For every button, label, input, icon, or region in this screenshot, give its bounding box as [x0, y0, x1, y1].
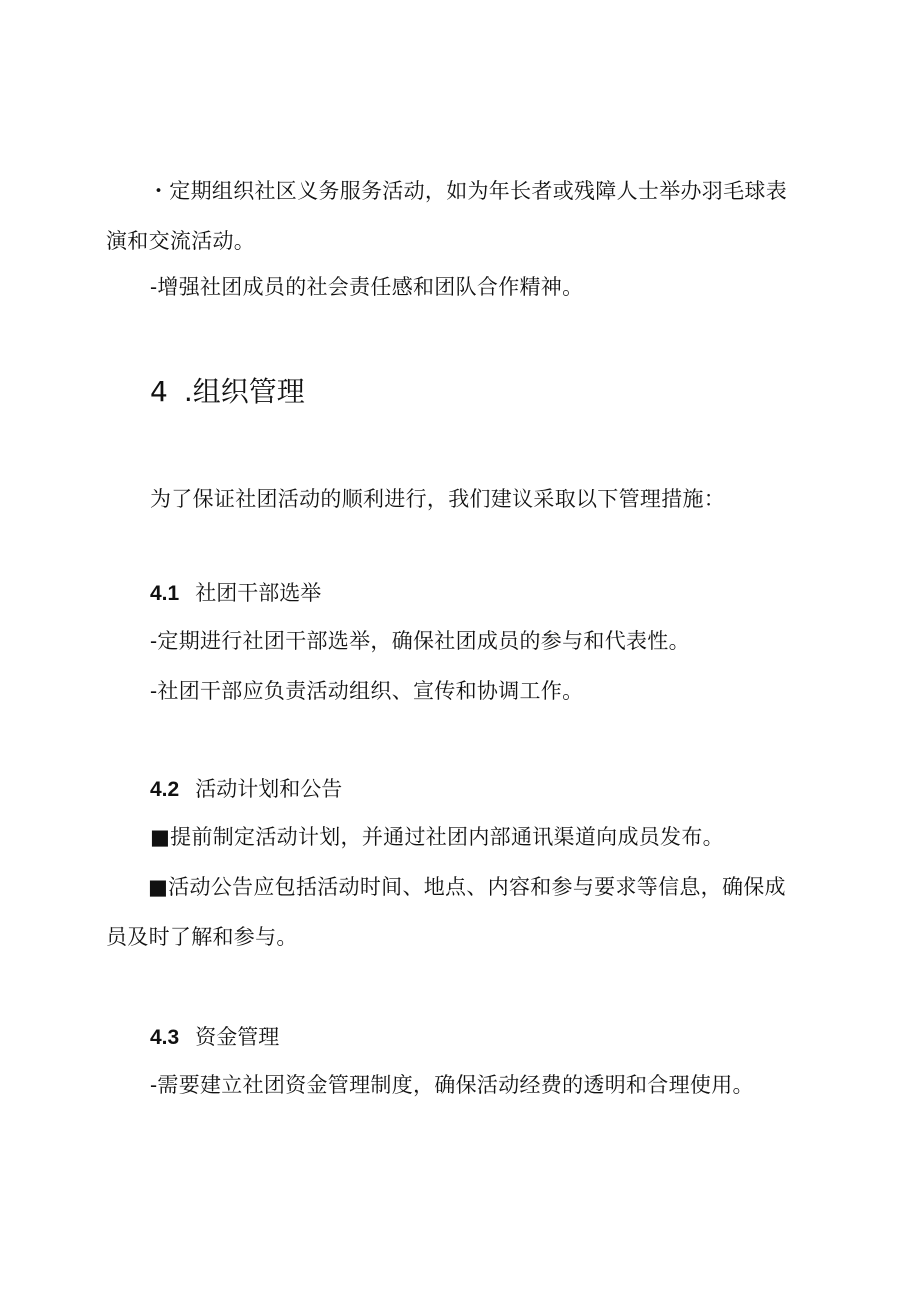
section-heading	[150, 372, 305, 412]
dash-item: -社团干部应负责活动组织、宣传和协调工作。	[150, 679, 584, 703]
subsection-number: 4.3	[150, 1026, 180, 1049]
subsection-title: 资金管理	[195, 1025, 280, 1049]
dash-item: -定期进行社团干部选举，确保社团成员的参与和代表性。	[150, 629, 690, 653]
section-intro: 为了保证社团活动的顺利进行，我们建议采取以下管理措施：	[150, 487, 726, 511]
section-number: 4	[150, 375, 168, 408]
subsection-title: 社团干部选举	[195, 581, 322, 605]
subsection-heading	[150, 578, 321, 609]
subsection-number: 4.2	[150, 778, 180, 801]
subsection-number: 4.1	[150, 582, 180, 605]
square-bullet-paragraph: ■活动公告应包括活动时间、地点、内容和参与要求等信息，确保成员及时了解和参与。	[106, 875, 786, 949]
subsection-heading	[150, 774, 342, 805]
bullet-paragraph: ・定期组织社区义务服务活动，如为年长者或残障人士举办羽毛球表演和交流活动。	[106, 179, 787, 253]
dash-item: -增强社团成员的社会责任感和团队合作精神。	[150, 275, 584, 299]
square-bullet-item: ■提前制定活动计划，并通过社团内部通讯渠道向成员发布。	[150, 825, 724, 849]
section-title: .组织管理	[183, 375, 305, 408]
subsection-title: 活动计划和公告	[195, 777, 343, 801]
subsection-heading	[150, 1022, 279, 1053]
dash-item: -需要建立社团资金管理制度，确保活动经费的透明和合理使用。	[150, 1073, 754, 1097]
